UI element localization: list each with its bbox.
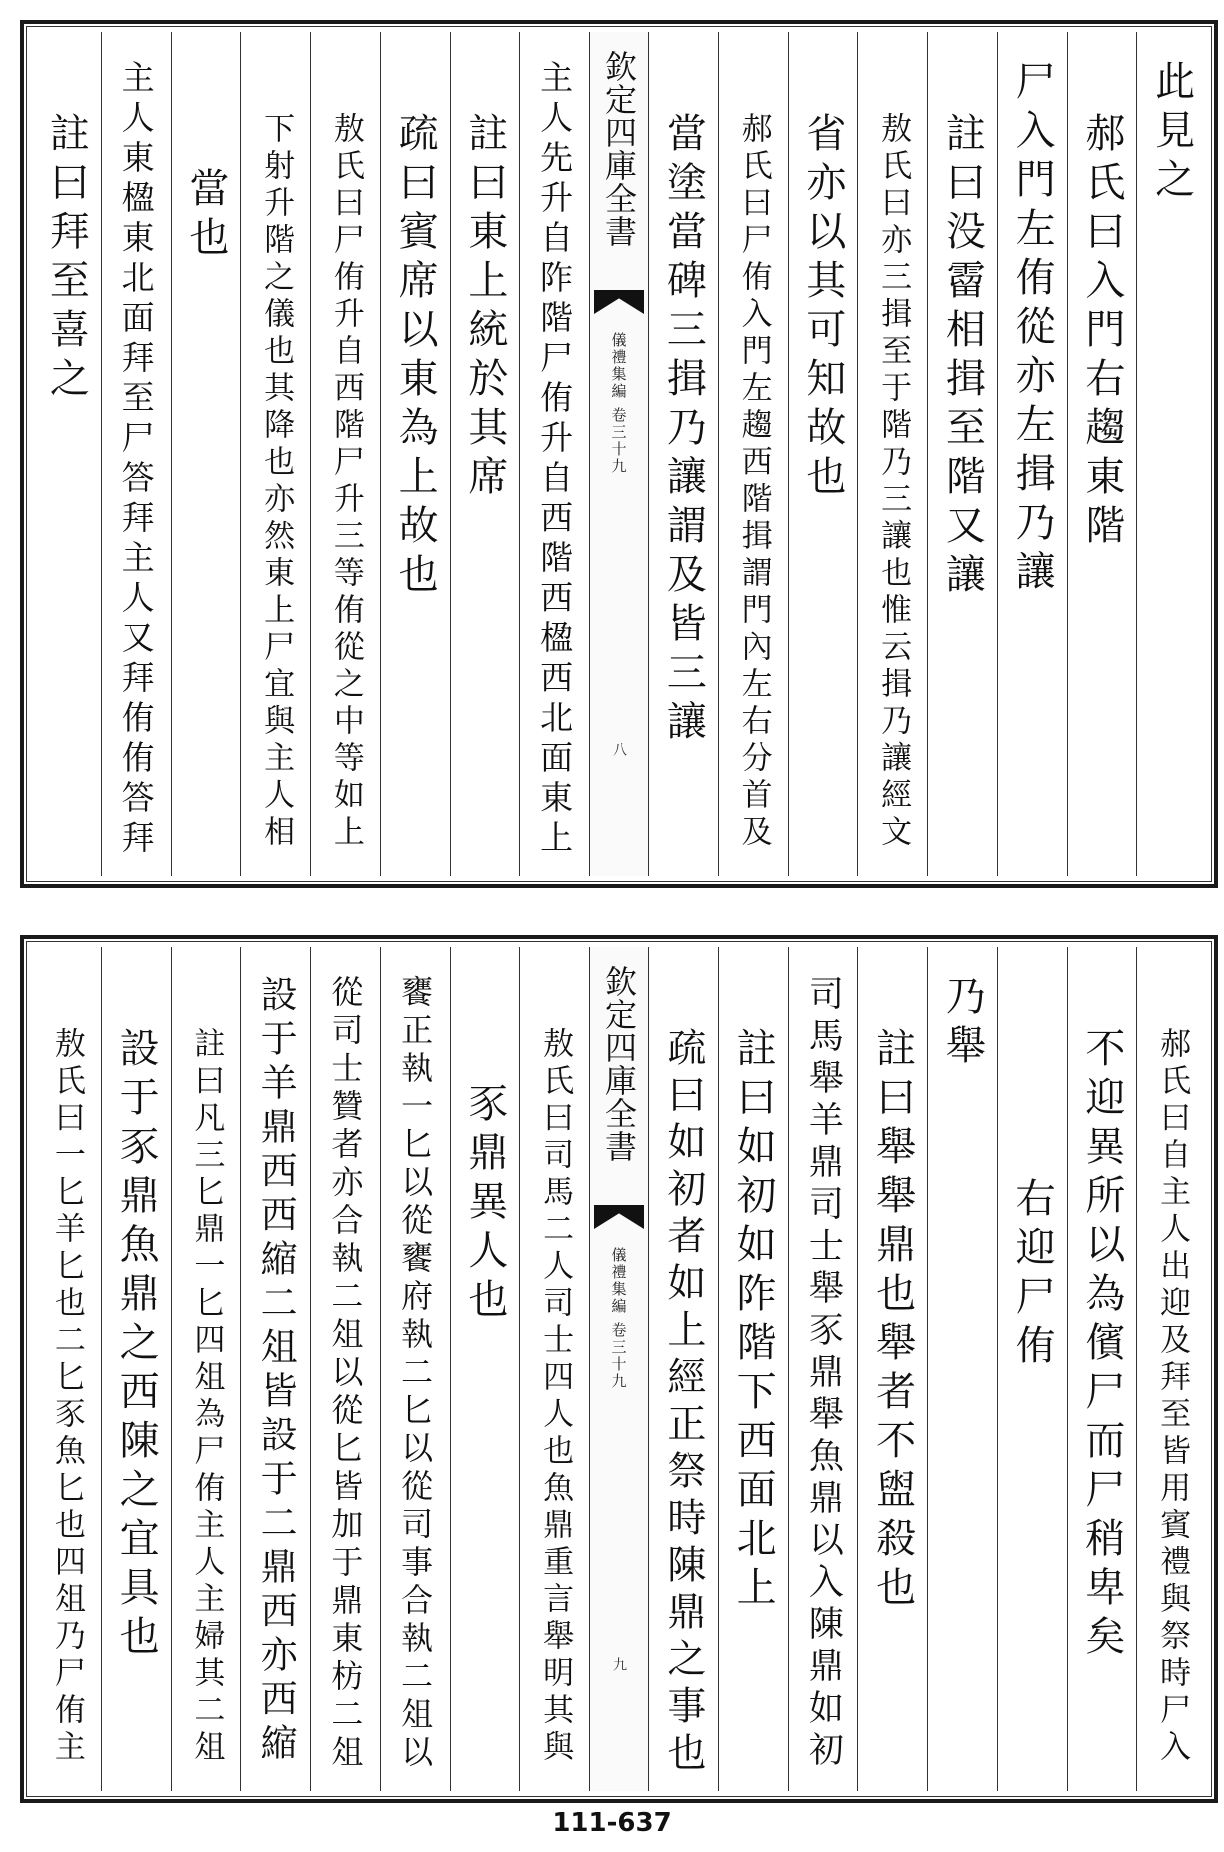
top-page-columns: [32, 32, 1206, 876]
gutter-book-title: 儀禮集編 卷三十九: [609, 1247, 628, 1390]
text-column: [997, 32, 1067, 876]
fishtail-mark-icon: [594, 290, 644, 314]
text-column: [32, 32, 101, 876]
column-text: 省亦以其可知故也: [799, 112, 846, 504]
column-text: 下射升階之儀也其降也亦然東上尸宜與主人相: [258, 112, 295, 852]
column-text: 從司士贊者亦合執二俎以從匕皆加于鼎東枋二俎: [326, 975, 365, 1773]
column-text: 郝氏曰尸侑入門左趨西階揖謂門內左右分首及: [735, 112, 772, 852]
column-text: 註曰拜至喜之: [43, 112, 90, 406]
column-text: 尸入門左侑從亦左揖乃讓: [1009, 60, 1056, 599]
text-column: [380, 32, 450, 876]
text-column: [380, 947, 450, 1791]
text-column: [171, 947, 241, 1791]
column-text: 不迎異所以為儐尸而尸稍卑矣: [1078, 1027, 1125, 1664]
text-column: [1067, 32, 1137, 876]
column-text: 疏曰如初者如上經正祭時陳鼎之事也: [660, 1027, 706, 1779]
text-column: [927, 947, 997, 1791]
text-column: [171, 32, 241, 876]
fishtail-mark-icon: [594, 1205, 644, 1229]
column-text: 主人東楹東北面拜至尸答拜主人又拜侑侑答拜: [116, 60, 156, 860]
column-text: 當也: [182, 167, 229, 265]
text-column: [927, 32, 997, 876]
text-column: [519, 32, 589, 876]
text-column: [648, 947, 718, 1791]
center-gutter: [589, 32, 648, 876]
text-column: [450, 32, 520, 876]
bottom-page-columns: [32, 947, 1206, 1791]
text-column: [32, 947, 101, 1791]
text-column: [718, 32, 788, 876]
column-text: 註曰東上統於其席: [461, 112, 508, 504]
column-text: 疏曰賓席以東為上故也: [392, 112, 439, 602]
bottom-page: [20, 935, 1218, 1803]
page-number: 111-637: [552, 1808, 672, 1838]
folio-number: 九: [611, 1657, 627, 1671]
column-text: 郝氏曰入門右趨東階: [1078, 112, 1125, 553]
text-column: [857, 947, 927, 1791]
column-text: 饔正執一匕以從饔府執二匕以從司事合執二俎以: [396, 975, 435, 1773]
text-column: [240, 947, 310, 1791]
column-text: 右迎尸侑: [1009, 1177, 1056, 1373]
text-column: [240, 32, 310, 876]
folio-number: 八: [611, 742, 627, 756]
gutter-title: 欽定四庫全書: [600, 50, 638, 248]
column-text: 當塗當碑三揖乃讓謂及皆三讓: [660, 112, 707, 749]
column-text: 敖氏曰司馬二人司士四人也魚鼎重言舉明其與: [537, 1027, 574, 1767]
text-column: [1136, 32, 1206, 876]
text-column: [101, 32, 171, 876]
text-column: [857, 32, 927, 876]
column-text: 司馬舉羊鼎司士舉豕鼎舉魚鼎以入陳鼎如初: [803, 975, 844, 1773]
text-column: [310, 32, 380, 876]
column-text: 敖氏曰尸侑升自西階尸升三等侑從之中等如上: [327, 112, 364, 852]
column-text: 敖氏曰亦三揖至于階乃三讓也惟云揖乃讓經文: [875, 112, 912, 852]
text-column: [997, 947, 1067, 1791]
gutter-title: 欽定四庫全書: [600, 965, 638, 1163]
text-column: [1067, 947, 1137, 1791]
text-column: [1136, 947, 1206, 1791]
text-column: [718, 947, 788, 1791]
column-text: 註曰没霤相揖至階又讓: [939, 112, 986, 602]
center-gutter: [589, 947, 648, 1791]
column-text: 設于豕鼎魚鼎之西陳之宜具也: [113, 1027, 160, 1664]
text-column: [450, 947, 520, 1791]
text-column: [101, 947, 171, 1791]
text-column: [788, 32, 858, 876]
text-column: [519, 947, 589, 1791]
column-text: 註曰舉舉鼎也舉者不盥殺也: [869, 1027, 916, 1615]
column-text: 設于羊鼎西西縮二俎皆設于二鼎西亦西縮: [254, 975, 298, 1767]
column-text: 此見之: [1148, 60, 1195, 207]
text-column: [648, 32, 718, 876]
text-column: [788, 947, 858, 1791]
column-text: 乃舉: [939, 975, 986, 1073]
column-text: 郝氏曰自主人出迎及拜至皆用賓禮與祭時尸入: [1154, 1027, 1191, 1767]
column-text: 主人先升自阼階尸侑升自西階西楹西北面東上: [535, 60, 575, 860]
text-column: [310, 947, 380, 1791]
column-text: 豕鼎異人也: [461, 1082, 508, 1327]
column-text: 註曰凡三匕鼎一匕四俎為尸侑主人主婦其二俎: [188, 1027, 225, 1767]
column-text: 註曰如初如阼階下西面北上: [730, 1027, 777, 1615]
gutter-book-title: 儀禮集編 卷三十九: [609, 332, 628, 475]
column-text: 敖氏曰一匕羊匕也二匕豕魚匕也四俎乃尸侑主: [48, 1027, 85, 1767]
top-page: [20, 20, 1218, 888]
